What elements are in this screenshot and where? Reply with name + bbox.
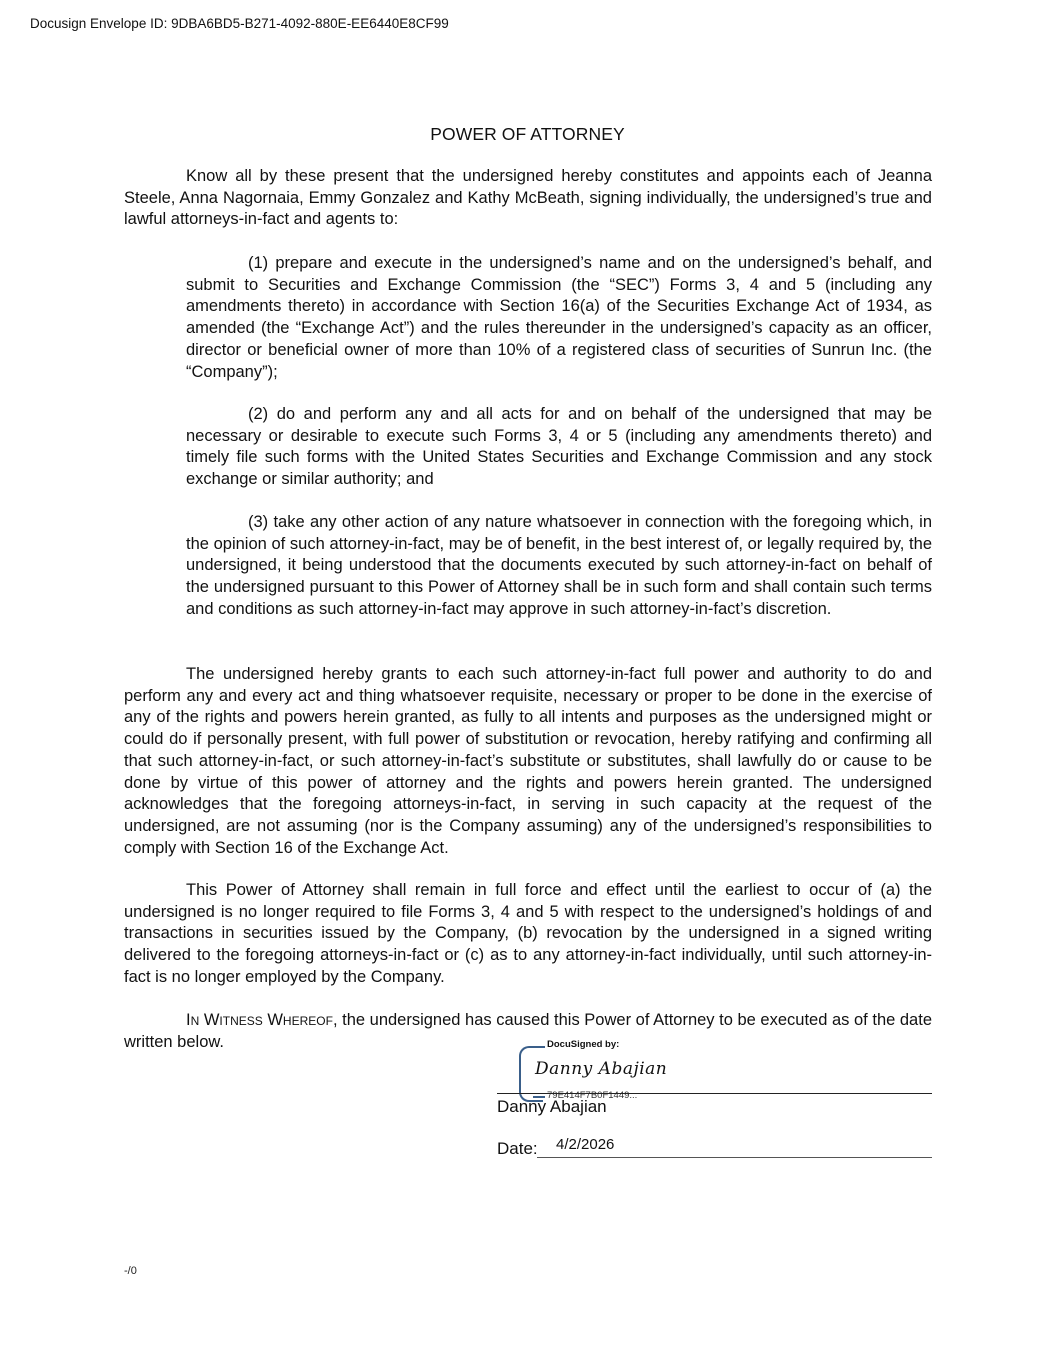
bracket-top-line xyxy=(533,1046,545,1048)
item-3-paragraph xyxy=(186,512,932,621)
signer-name: Danny Abajian xyxy=(497,1097,607,1116)
grant-text: The undersigned hereby grants to each such attorney-in-fact full power and authority to do and perform any and every act and thing whatsoever requisite, necessary or proper to be done in the exercise of any of the rights and powers herein granted, as fully to all intents and purposes as the undersigned might or could do if personally present, with full power of substitution or revocation, hereby ratifying and confirming all that such attorney-in-fact, or such attorney-in-fact’s substitute or substitutes, shall lawfully do or cause to be done by virtue of this power of attorney and the rights and powers herein granted. The undersigned acknowledges that the foregoing attorneys-in-fact, in serving in such capacity at the request of the undersigned, are not assuming (nor is the Company assuming) any of the undersigned’s responsibilities to comply with Section 16 of the Exchange Act. xyxy=(124,665,932,857)
date-line xyxy=(537,1157,932,1158)
item-2-paragraph xyxy=(186,404,932,491)
envelope-id: Docusign Envelope ID: 9DBA6BD5-B271-4092-880E-EE6440E8CF99 xyxy=(30,16,449,31)
date-label: Date: xyxy=(497,1139,538,1158)
witness-lead: In Witness Whereof xyxy=(186,1011,333,1029)
signature-line xyxy=(497,1093,932,1094)
intro-text: Know all by these present that the undersigned hereby constitutes and appoints each of Jeanna Steele, Anna Nagornaia, Emmy Gonzalez and Kathy McBeath, signing individually, the undersigned’s true and lawful attorneys-in-fact and agents to: xyxy=(124,167,932,229)
intro-paragraph xyxy=(124,166,932,231)
signature-hash: 79E414F7B0F1449... xyxy=(547,1090,638,1101)
page-marker: -/0 xyxy=(124,1265,137,1277)
handwritten-signature: Danny Abajian xyxy=(535,1059,668,1079)
docusigned-by-label: DocuSigned by: xyxy=(547,1039,620,1050)
item-1-text: (1) prepare and execute in the undersigned’s name and on the undersigned’s behalf, and submit to Securities and Exchange Commission (the “SEC”) Forms 3, 4 and 5 (including any amendments thereto) in accordance with Section 16(a) of the Securities Exchange Act of 1934, as amended (the “Exchange Act”) and the rules thereunder in the undersigned’s capacity as an officer, director or beneficial owner of more than 10% of a registered class of securities of Sunrun Inc. (the “Company”); xyxy=(186,254,932,381)
item-3-text: (3) take any other action of any nature whatsoever in connection with the foregoing which, in the opinion of such attorney-in-fact, may be of benefit, in the best interest of, or legally required by, the undersigned, it being understood that the documents executed by such attorney-in-fact on behalf of the undersigned pursuant to this Power of Attorney shall be in such form and shall contain such terms and conditions as such attorney-in-fact may approve in such attorney-in-fact’s discretion. xyxy=(186,513,932,618)
document-title: POWER OF ATTORNEY xyxy=(430,124,625,144)
grant-paragraph xyxy=(124,664,932,859)
item-2-text: (2) do and perform any and all acts for and on behalf of the undersigned that may be necessary or desirable to execute such Forms 3, 4 or 5 (including any amendments thereto) and timely file such forms with the United States Securities and Exchange Commission and any stock exchange or similar authority; and xyxy=(186,405,932,489)
term-text: This Power of Attorney shall remain in full force and effect until the earliest to occur of (a) the undersigned is no longer required to file Forms 3, 4 and 5 with respect to the undersigned’s holdings of and transactions in securities issued by the Company, (b) revocation by the undersigned in a signed writing delivered to the foregoing attorneys-in-fact or (c) as to any attorney-in-fact individually, until such attorney-in-fact is no longer employed by the Company. xyxy=(124,881,932,986)
witness-text: , the undersigned has caused this Power of Attorney to be executed as of the date written below. xyxy=(124,1011,932,1051)
item-1-paragraph xyxy=(186,253,932,383)
docusign-signature-block xyxy=(497,1038,932,1101)
term-paragraph xyxy=(124,880,932,989)
date-value: 4/2/2026 xyxy=(556,1136,615,1153)
